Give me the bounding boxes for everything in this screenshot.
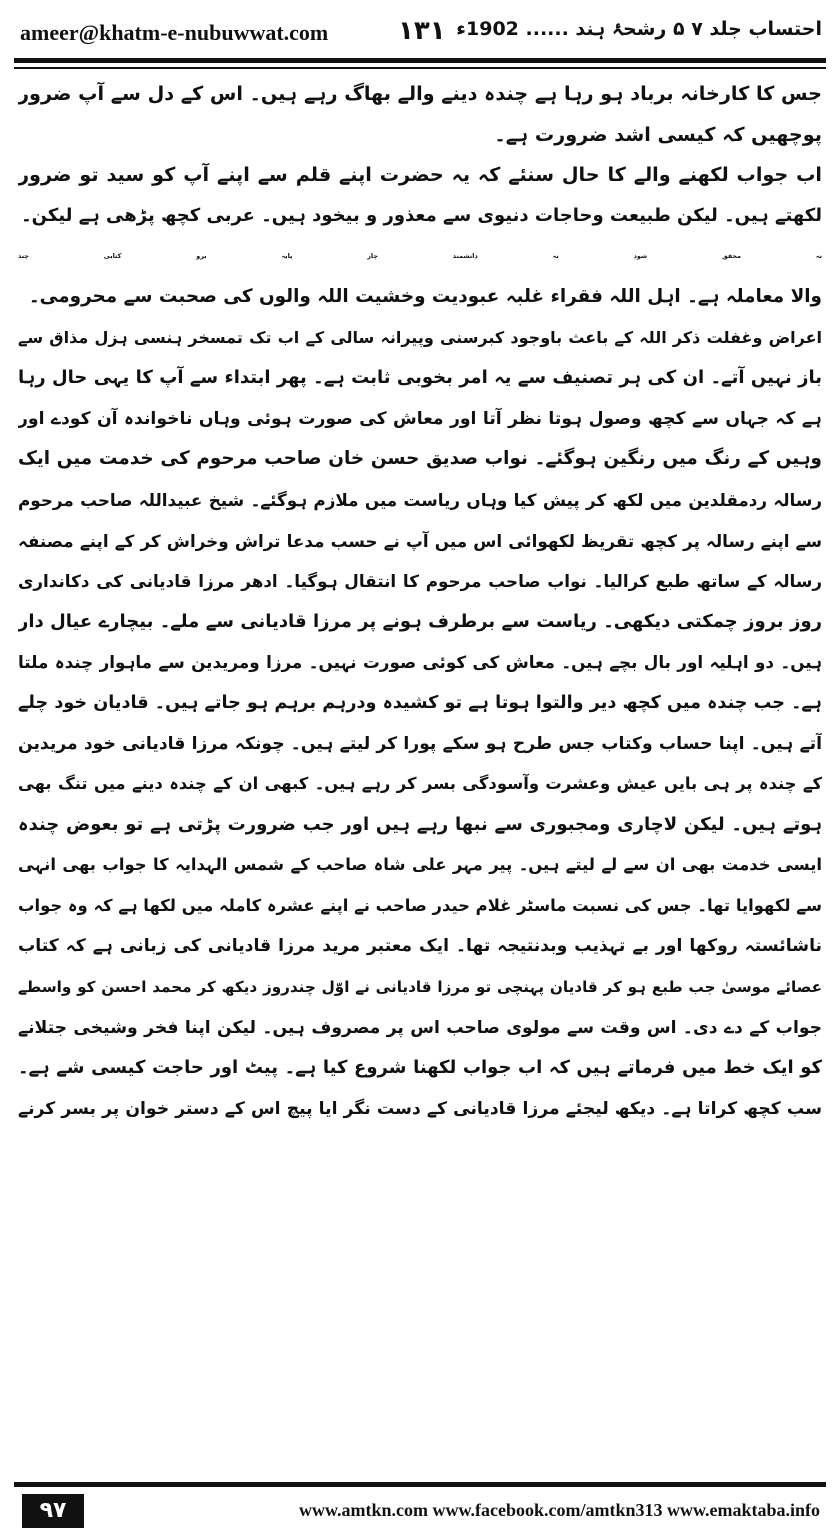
text-line: کے چندہ پر ہی بایں عیش وعشرت وآسودگی بسر کر رہے ہیں۔ کبھی ان کے چندہ دینے میں تنگ بھی <box>18 774 822 794</box>
body-text <box>18 74 822 1129</box>
text-line: جس کا کارخانہ برباد ہو رہا ہے چندہ دینے والے بھاگ رہے ہیں۔ اس کے دل سے آپ ضرور <box>18 82 822 105</box>
text-line: عصائے موسیٰ جب طبع ہو کر قادیان پہنچی تو مرزا قادیانی نے اوّل چندروز دیکھ کر محمد احسن کو واسطے <box>18 978 822 997</box>
text-line: باز نہیں آتے۔ ان کی ہر تصنیف سے یہ امر بخوبی ثابت ہے۔ پھر ابتداء سے آپ کا یہی حال رہا <box>18 367 822 389</box>
footer-page-number: ۹۷ <box>22 1494 84 1528</box>
text-line: ہیں۔ دو اہلیہ اور بال بچے ہیں۔ معاش کی کوئی صورت نہیں۔ مرزا ومریدین سے ماہوار چندہ ملتا <box>18 652 822 673</box>
text-line: سب کچھ کراتا ہے۔ دیکھ لیجئے مرزا قادیانی کے دست نگر ایا پیچ اس کے دستر خوان پر بسر کرنے <box>18 1098 822 1119</box>
text-line: رسالہ کے ساتھ طبع کرالیا۔ نواب صاحب مرحوم کا انتقال ہوگیا۔ ادھر مرزا قادیانی کی دکانداری <box>18 571 822 592</box>
header-page-number: ۱۳۱ <box>398 16 446 46</box>
text-line: جواب کے دے دی۔ اس وقت سے مولوی صاحب اس پر مصروف ہیں۔ لیکن اپنا فخر وشیخی جتلانے <box>18 1017 822 1038</box>
text-line: سے اپنے رسالہ پر کچھ تقریظ لکھوائی اس میں آپ نے حسب مدعا تراش وخراش کر کے اپنے مصنفہ <box>18 530 822 551</box>
text-line: ہے کہ جہاں سے کچھ وصول ہوتا نظر آتا اور معاش کی صورت ہوئی وہاں ناخواندہ آن کودے اور <box>18 408 822 429</box>
text-line: رسالہ ردمقلدین میں لکھ کر پیش کیا وہاں ریاست میں ملازم ہوگئے۔ شیخ عبیداللہ صاحب مرحوم <box>18 489 822 510</box>
header-rule <box>14 58 826 63</box>
text-line: ہوتے ہیں۔ لیکن لاچاری ومجبوری سے نبھا رہے ہیں اور جب ضرورت پڑتی ہے تو بعوض چندہ <box>18 813 822 835</box>
text-line: آتے ہیں۔ اپنا حساب وکتاب جس طرح ہو سکے پورا کر لیتے ہیں۔ چونکہ مرزا قادیانی خود مریدین <box>18 733 822 754</box>
text-line: والا معاملہ ہے۔ اہل اللہ فقراء غلبہ عبودیت وخشیت اللہ والوں کی صحبت سے محرومی۔ <box>28 285 822 307</box>
page-footer <box>14 1490 826 1532</box>
page-header <box>14 14 826 54</box>
header-title: احتساب جلد ۷ ۵ رشحۂ ہند ...... 1902ء <box>456 18 822 40</box>
text-line: ہے۔ جب چندہ میں کچھ دیر والتوا ہوتا ہے تو کشیدہ ودرہم برہم ہو جاتے ہیں۔ قادیان خود چلے <box>18 692 822 713</box>
text-line: ناشائستہ روکھا اور بے تہذیب وبدنتیجہ تھا۔ ایک معتبر مرید مرزا قادیانی کی زبانی ہے کہ کتاب <box>18 936 822 957</box>
text-line: پوچھیں کہ کیسی اشد ضرورت ہے۔ <box>494 122 822 146</box>
text-line: اعراض وغفلت ذکر اللہ کے باعث باوجود کبرسنی وپیرانہ سالی کے اب تک تمسخر ہنسی ہزل مذاق سے <box>18 327 822 347</box>
header-email: ameer@khatm-e-nubuwwat.com <box>20 20 329 45</box>
text-line: لکھتے ہیں۔ لیکن طبیعت وحاجات دنیوی سے معذور و بیخود ہیں۔ عربی کچھ پڑھی ہے لیکن۔ <box>21 204 822 226</box>
header-rule-thin <box>14 67 826 69</box>
text-line: اب جواب لکھنے والے کا حال سنئے کہ یہ حضرت اپنے قلم سے اپنے آپ کو سید تو ضرور <box>18 163 822 187</box>
footer-rule <box>14 1482 826 1487</box>
verse-line: نہ محقق شود نہ دانشمند چار پایہ برو کتابی چند <box>18 252 822 261</box>
text-line: وہیں کے رنگ میں رنگین ہوگئے۔ نواب صدیق حسن خان صاحب مرحوم کی خدمت میں ایک <box>18 448 822 470</box>
text-line: سے لکھوایا تھا۔ جس کی نسبت ماسٹر غلام حیدر صاحب نے اپنے عشرہ کاملہ میں لکھا ہے کہ وہ جواب <box>18 895 822 915</box>
footer-links[interactable]: www.amtkn.com www.facebook.com/amtkn313 www.emaktaba.info <box>299 1500 820 1520</box>
text-line: روز بروز چمکتی دیکھی۔ ریاست سے برطرف ہونے پر مرزا قادیانی سے ملے۔ بیچارے عیال دار <box>18 610 822 632</box>
text-line: ایسی خدمت بھی ان سے لے لیتے ہیں۔ پیر مہر علی شاہ صاحب کے شمس الہدایہ کا جواب بھی انہی <box>18 855 822 875</box>
text-line: کو ایک خط میں فرماتے ہیں کہ اب جواب لکھنا شروع کیا ہے۔ پیٹ اور حاجت کیسی شے ہے۔ <box>18 1057 822 1079</box>
